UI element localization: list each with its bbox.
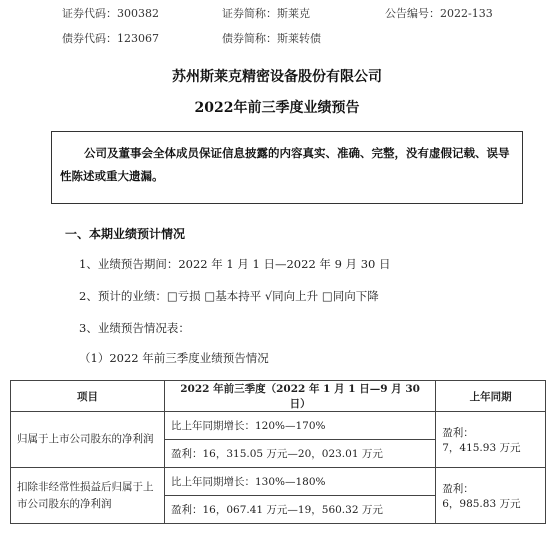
profit-range: 盈利：16，067.41 万元—19，560.32 万元 [164, 496, 435, 524]
row-item-label: 归属于上市公司股东的净利润 [11, 412, 165, 468]
forecast-period: 1、业绩预告期间：2022 年 1 月 1 日—2022 年 9 月 30 日 [79, 257, 391, 271]
prior-label: 盈利： [442, 482, 474, 495]
header-item: 项目 [11, 381, 165, 412]
stock-name: 证券简称：斯莱克 [222, 7, 310, 20]
table-caption: （1）2022 年前三季度业绩预告情况 [79, 351, 269, 365]
prior-label: 盈利： [442, 426, 474, 439]
table-header-row [11, 381, 546, 412]
prior-period-cell [436, 468, 546, 524]
table-row [11, 468, 546, 496]
section-heading: 一、本期业绩预计情况 [65, 227, 186, 241]
row-item-label: 扣除非经常性损益后归属于上市公司股东的净利润 [11, 468, 165, 524]
forecast-type: 2、预计的业绩：□亏损 □基本持平 √同向上升 □同向下降 [79, 289, 379, 303]
prior-value: 6，985.83 万元 [442, 497, 521, 510]
profit-range: 盈利：16，315.05 万元—20，023.01 万元 [164, 440, 435, 468]
disclosure-notice-box [51, 131, 523, 204]
header-period: 2022 年前三季度（2022 年 1 月 1 日—9 月 30 日） [164, 381, 435, 412]
bond-name: 债券简称：斯莱转债 [222, 32, 321, 45]
announcement-number: 公告编号：2022-133 [385, 7, 493, 20]
growth-range: 比上年同期增长：120%—170% [164, 412, 435, 440]
stock-code: 证券代码：300382 [62, 7, 159, 20]
table-intro: 3、业绩预告情况表： [79, 321, 190, 335]
prior-value: 7，415.93 万元 [442, 441, 521, 454]
table-row [11, 412, 546, 440]
prior-period-cell [436, 412, 546, 468]
document-title: 2022年前三季度业绩预告 [194, 100, 360, 116]
disclosure-notice-text: 公司及董事会全体成员保证信息披露的内容真实、准确、完整，没有虚假记载、误导性陈述或重大遗漏。 [60, 146, 510, 183]
growth-range: 比上年同期增长：130%—180% [164, 468, 435, 496]
forecast-table [10, 380, 546, 524]
bond-code: 债券代码：123067 [62, 32, 159, 45]
header-prior-period: 上年同期 [436, 381, 546, 412]
company-name: 苏州斯莱克精密设备股份有限公司 [172, 69, 382, 85]
